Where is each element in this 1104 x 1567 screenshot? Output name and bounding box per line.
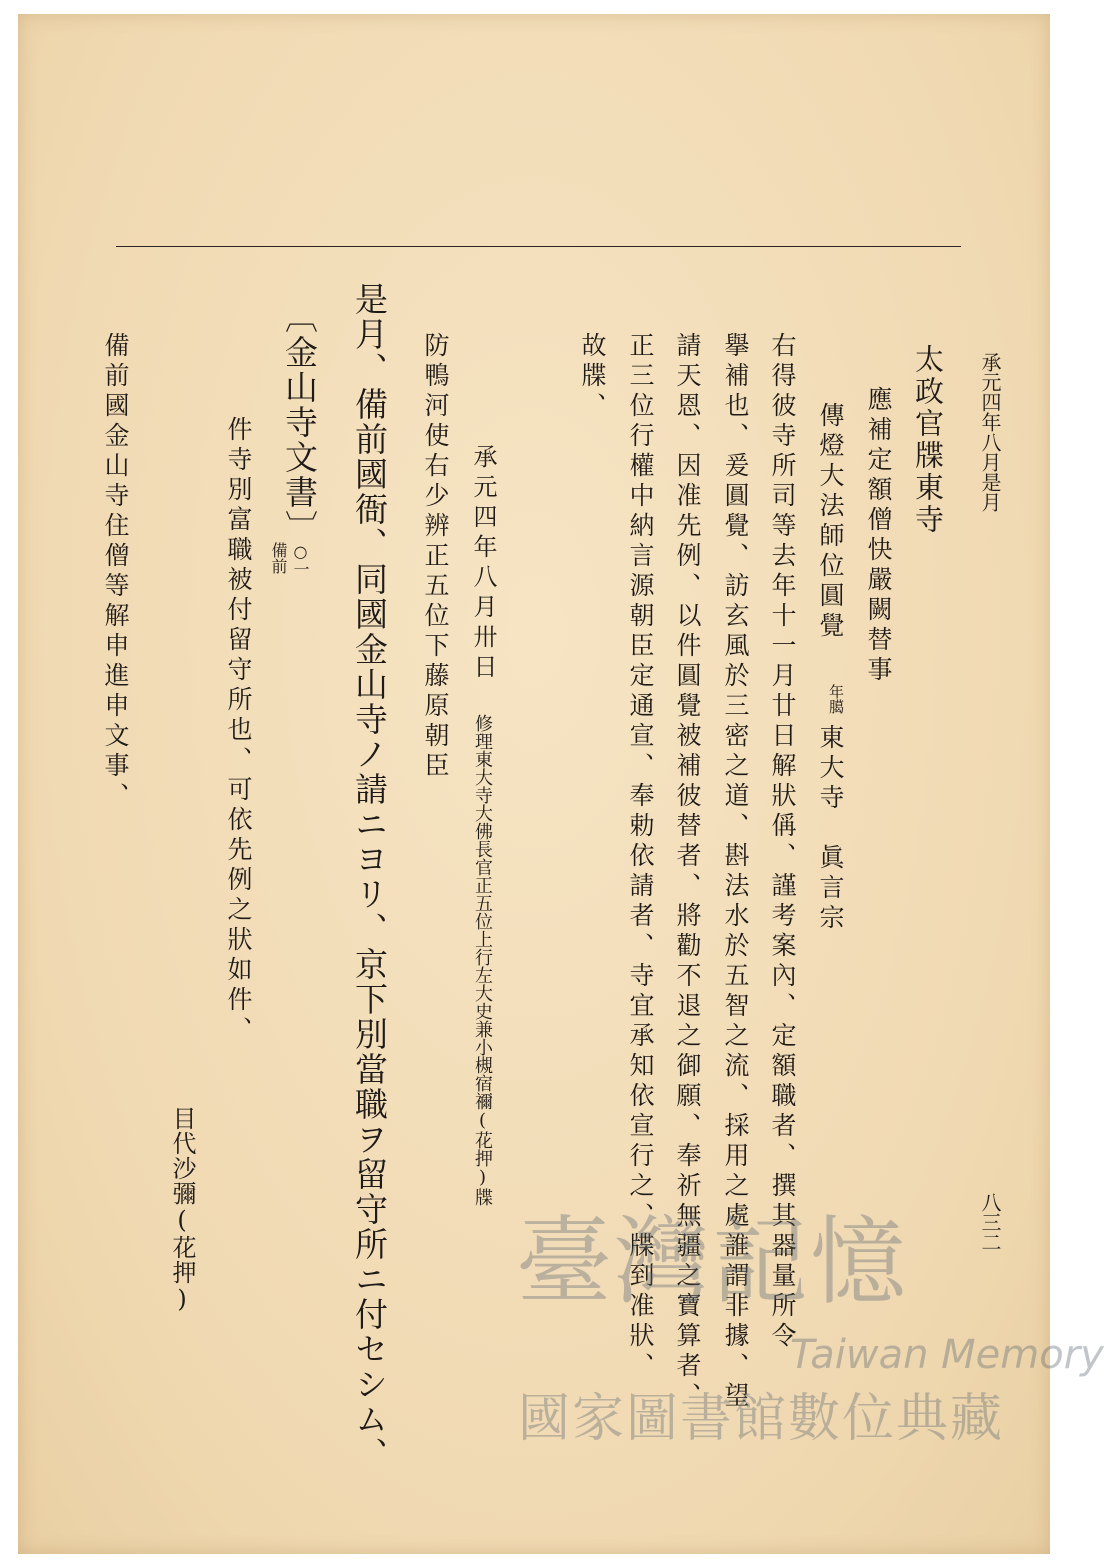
document-line-2b: 東大寺 眞言宗: [816, 724, 845, 934]
body-line-2: 擧補也、爰圓覺、訪玄風於三密之道、斟法水於五智之流、採用之處誰謂非據、望: [721, 332, 750, 1412]
watermark-chinese: 國家圖書館數位典藏: [518, 1389, 1005, 1449]
document-line-2a: 傳燈大法師位圓覺: [816, 402, 845, 642]
document-page: [18, 14, 1104, 1554]
document-line-1: 應補定額僧快嚴闕替事: [864, 386, 893, 686]
date-line: 承元四年八月卅日: [469, 444, 497, 684]
signer-1: 修理東大寺大佛長官正五位上行左大史兼小槻宿禰(花押)牒: [472, 714, 493, 1206]
doc-line-2: 備前國金山寺住僧等解申進申文事、: [101, 332, 130, 812]
body-line-3: 請天恩、因准先例、以件圓覺被補彼替者、將勸不退之御願、奉祈無疆之寶算者、: [673, 332, 702, 1412]
body-line-1: 右得彼寺所司等去年十一月廿日解狀偁、謹考案內、定額職者、撰其器量所令: [768, 332, 797, 1352]
doc-signature: 目代沙彌(花押): [168, 1106, 196, 1314]
document-line-2-note: 年臈: [827, 684, 845, 714]
source-note-2: 備前: [269, 542, 288, 574]
document-title: 太政官牒東寺: [911, 344, 945, 536]
body-line-4: 正三位行權中納言源朝臣定通宣、奉勅依請者、寺宜承知依宣行之、牒到准狀、: [626, 332, 655, 1382]
entry-title: 是月、備前國衙、同國金山寺ノ請ニヨリ、京下別當職ヲ留守所ニ付セシム、: [350, 282, 389, 1472]
source-label: 〔金山寺文書〕: [280, 300, 319, 545]
page-number: 八三二: [978, 1192, 1002, 1252]
watermark-english: Taiwan Memory: [790, 1332, 1104, 1378]
page-header: 承元四年八月是月: [978, 352, 1002, 512]
header-rule: [116, 246, 961, 247]
signer-2: 防鴨河使右少辨正五位下藤原朝臣: [421, 332, 450, 782]
source-note-1: ○一: [291, 542, 310, 577]
watermark-brush: 臺灣記憶: [516, 1206, 908, 1318]
body-line-5: 故牒、: [578, 332, 607, 422]
doc-line-1: 件寺別富職被付留守所也、可依先例之狀如件、: [224, 416, 253, 1046]
